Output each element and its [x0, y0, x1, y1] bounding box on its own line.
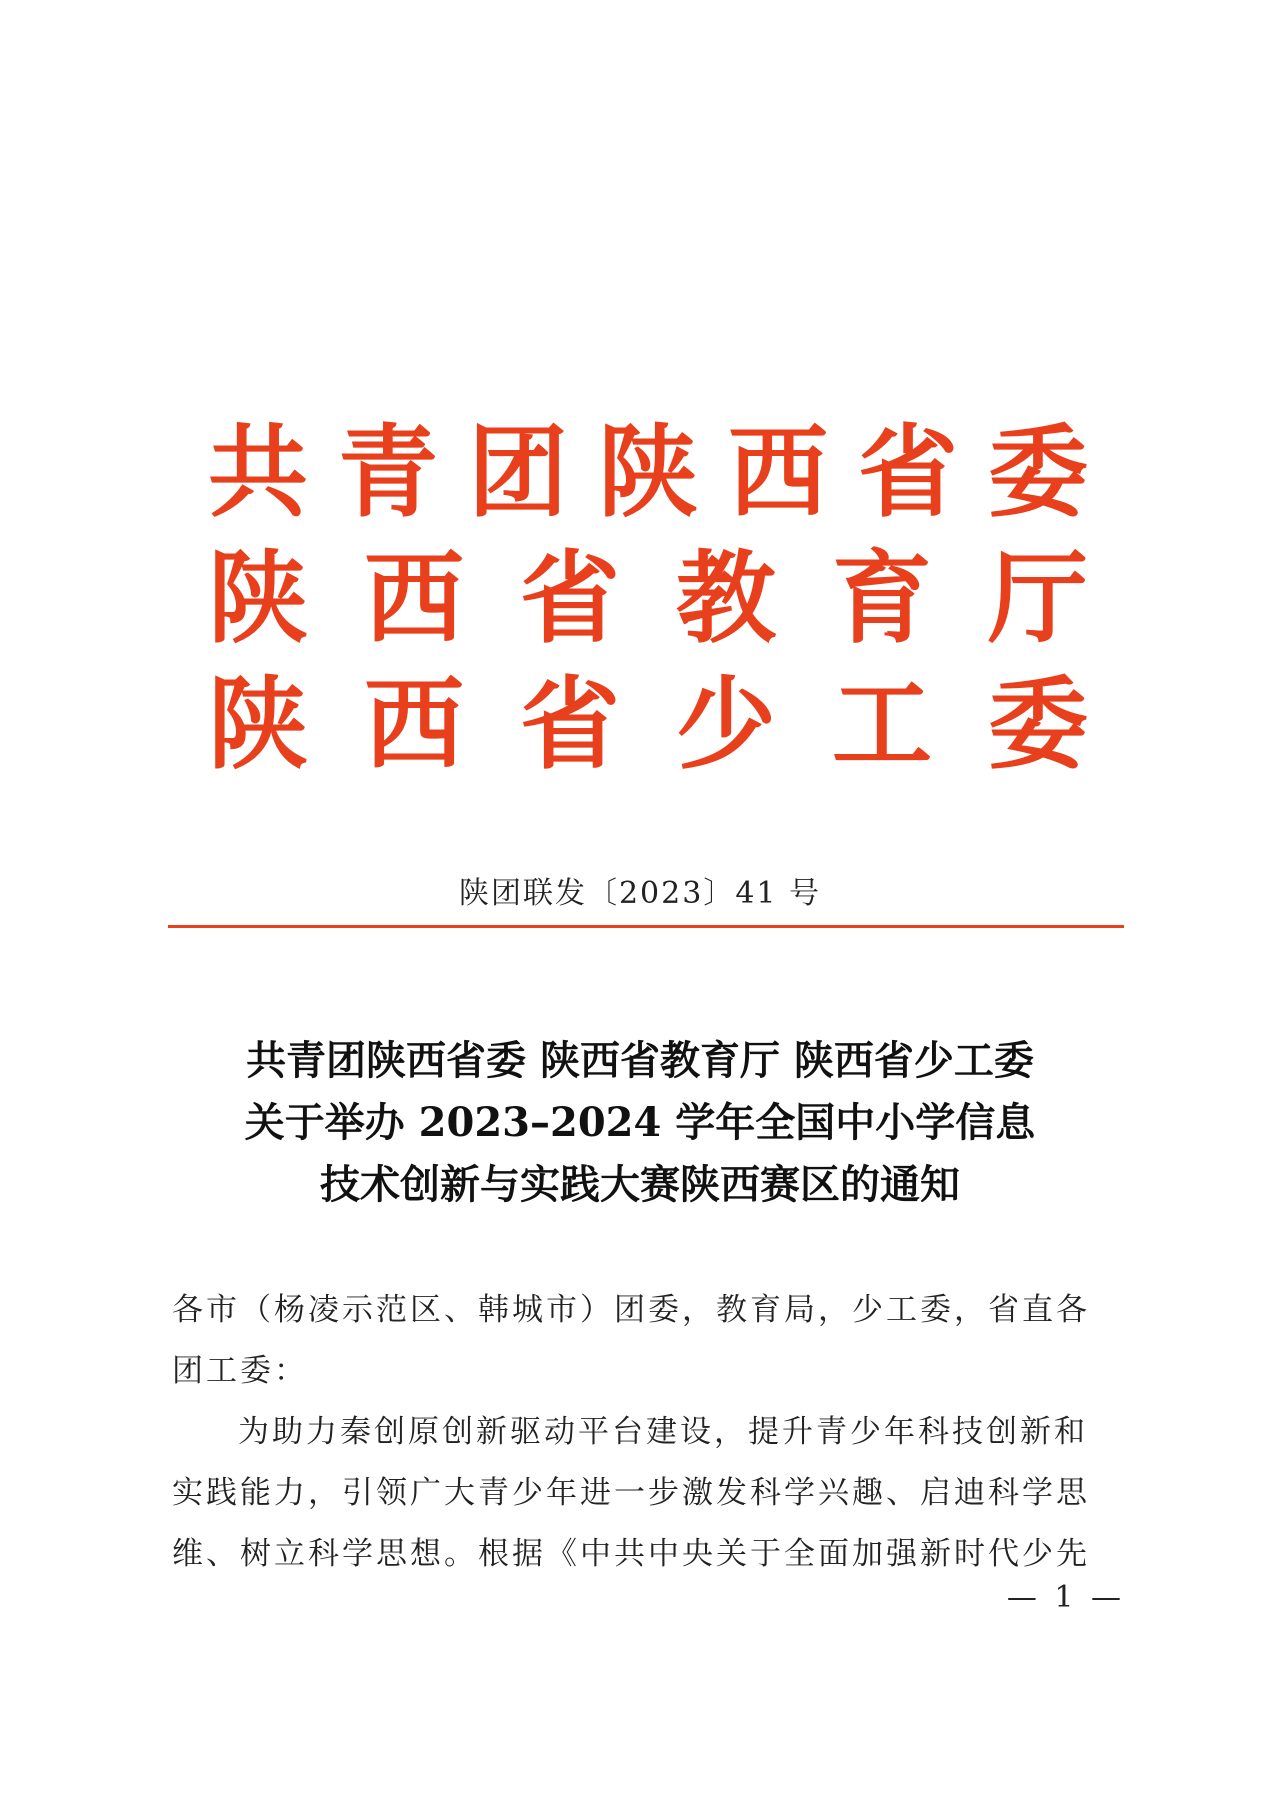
title-line: 技术创新与实践大赛陕西赛区的通知 [320, 1161, 960, 1208]
org-char: 厅 [988, 540, 1088, 657]
document-number: 陕团联发〔2023〕41 号 [458, 876, 822, 911]
page-number: — 1 — [1006, 1580, 1125, 1615]
org-line-young-pioneers-committee [208, 662, 1088, 788]
org-char: 陕 [208, 666, 308, 783]
red-divider-line [168, 925, 1124, 928]
org-char: 少 [676, 666, 776, 783]
document-title [160, 1030, 1120, 1216]
org-char: 陕 [208, 540, 308, 657]
org-char: 工 [832, 666, 932, 783]
org-line-youth-league [208, 410, 1088, 536]
org-char: 西 [364, 540, 464, 657]
title-line: 共青团陕西省委 陕西省教育厅 陕西省少工委 [246, 1037, 1034, 1084]
org-char: 育 [832, 540, 932, 657]
org-char: 青 [338, 414, 438, 531]
org-char: 省 [858, 414, 958, 531]
org-char: 省 [520, 666, 620, 783]
org-char: 委 [988, 666, 1088, 783]
org-line-education-department [208, 536, 1088, 662]
org-char: 西 [364, 666, 464, 783]
issuing-organizations-header [208, 410, 1088, 788]
title-line: 关于举办 2023–2024 学年全国中小学信息 [244, 1099, 1036, 1146]
org-char: 教 [676, 540, 776, 657]
org-char: 陕 [598, 414, 698, 531]
org-char: 委 [988, 414, 1088, 531]
body-paragraph: 为助力秦创原创新驱动平台建设，提升青少年科技创新和实践能力，引领广大青少年进一步激发科学兴趣、启迪科学思维、树立科学思想。根据《中共中央关于全面加强新时代少先 [172, 1414, 1090, 1572]
org-char: 西 [728, 414, 828, 531]
org-char: 团 [468, 414, 568, 531]
salutation: 各市（杨凌示范区、韩城市）团委，教育局，少工委，省直各团工委： [172, 1292, 1090, 1389]
org-char: 省 [520, 540, 620, 657]
document-body [172, 1280, 1114, 1585]
org-char: 共 [208, 414, 308, 531]
